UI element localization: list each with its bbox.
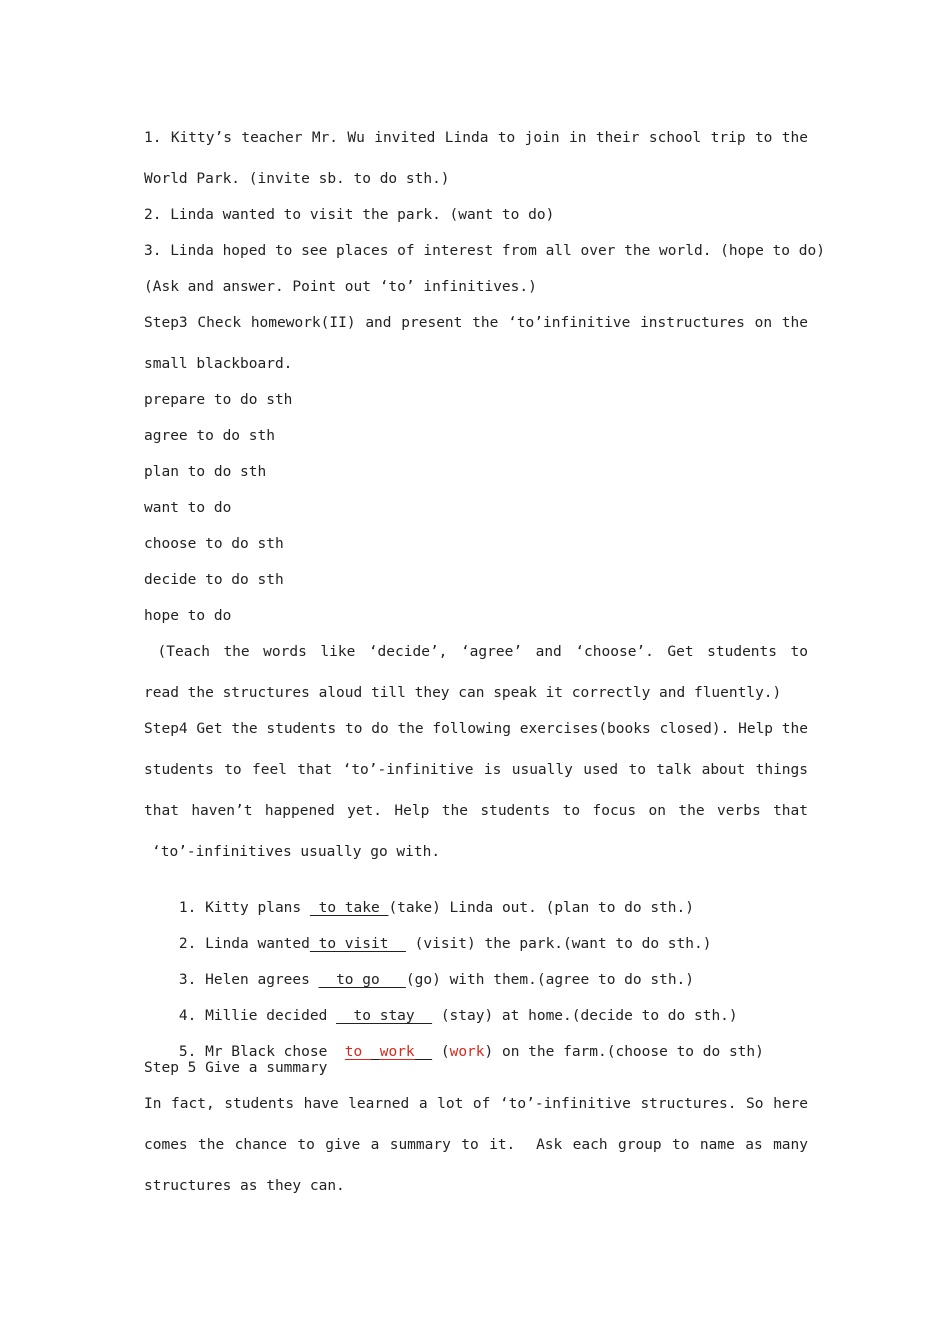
teach-note-line-2: read the structures aloud till they can speak it correctly and fluently.): [144, 685, 782, 701]
structure-item: decide to do sth: [144, 572, 284, 588]
step3-line-2: small blackboard.: [144, 356, 293, 372]
exercise-prefix: 1. Kitty plans: [178, 900, 310, 916]
sentence-1-line-2: World Park. (invite sb. to do sth.): [144, 171, 450, 187]
step4-line-4: ‘to’-infinitives usually go with.: [152, 844, 441, 860]
exercise-verb: work: [449, 1044, 485, 1060]
exercise-prefix: 5. Mr Black chose: [178, 1044, 345, 1060]
exercise-prefix: 3. Helen agrees: [178, 972, 319, 988]
exercise-answer-part: work: [379, 1044, 415, 1060]
step5-line-1: In fact, students have learned a lot of ‘to’-infinitive structures. So here: [144, 1096, 808, 1112]
step5-title: Step 5 Give a summary: [144, 1060, 328, 1076]
exercise-answer: to take: [309, 900, 389, 916]
exercise-answer: to visit: [309, 936, 406, 952]
step3-line-1: Step3 Check homework(II) and present the ‘to’infinitive instructures on the: [144, 315, 808, 331]
sentence-2: 2. Linda wanted to visit the park. (want to do): [144, 207, 555, 223]
exercise-suffix: (stay) at home.(decide to do sth.): [432, 1008, 738, 1024]
structure-item: prepare to do sth: [144, 392, 293, 408]
structure-item: want to do: [144, 500, 232, 516]
sentence-3: 3. Linda hoped to see places of interest from all over the world. (hope to do): [144, 243, 825, 259]
teach-note-line-1: (Teach the words like ‘decide’, ‘agree’ and ‘choose’. Get students to: [144, 644, 808, 660]
exercise-suffix: (visit) the park.(want to do sth.): [405, 936, 712, 952]
exercise-suffix: (take) Linda out. (plan to do sth.): [388, 900, 694, 916]
exercise-prefix: 2. Linda wanted: [178, 936, 310, 952]
structure-item: choose to do sth: [144, 536, 284, 552]
structure-item: hope to do: [144, 608, 232, 624]
step4-line-2: students to feel that ‘to’-infinitive is usually used to talk about things: [144, 762, 808, 778]
exercise-suffix: ) on the farm.(choose to do sth): [484, 1044, 764, 1060]
intro-note: (Ask and answer. Point out ‘to’ infinitives.): [144, 279, 537, 295]
exercise-suffix: (go) with them.(agree to do sth.): [405, 972, 695, 988]
exercise-answer: to go: [318, 972, 406, 988]
step5-line-2: comes the chance to give a summary to it. Ask each group to name as many: [144, 1137, 808, 1153]
exercise-paren: (: [432, 1044, 450, 1060]
sentence-1-line-1: 1. Kitty’s teacher Mr. Wu invited Linda to join in their school trip to the: [144, 130, 808, 146]
structure-item: plan to do sth: [144, 464, 267, 480]
step5-line-3: structures as they can.: [144, 1178, 345, 1194]
structure-item: agree to do sth: [144, 428, 275, 444]
exercise-answer-part: to: [344, 1044, 371, 1060]
exercise-answer: to stay: [336, 1008, 433, 1024]
exercise-prefix: 4. Millie decided: [178, 1008, 337, 1024]
step4-line-3: that haven’t happened yet. Help the students to focus on the verbs that: [144, 803, 808, 819]
step4-line-1: Step4 Get the students to do the following exercises(books closed). Help the: [144, 721, 808, 737]
